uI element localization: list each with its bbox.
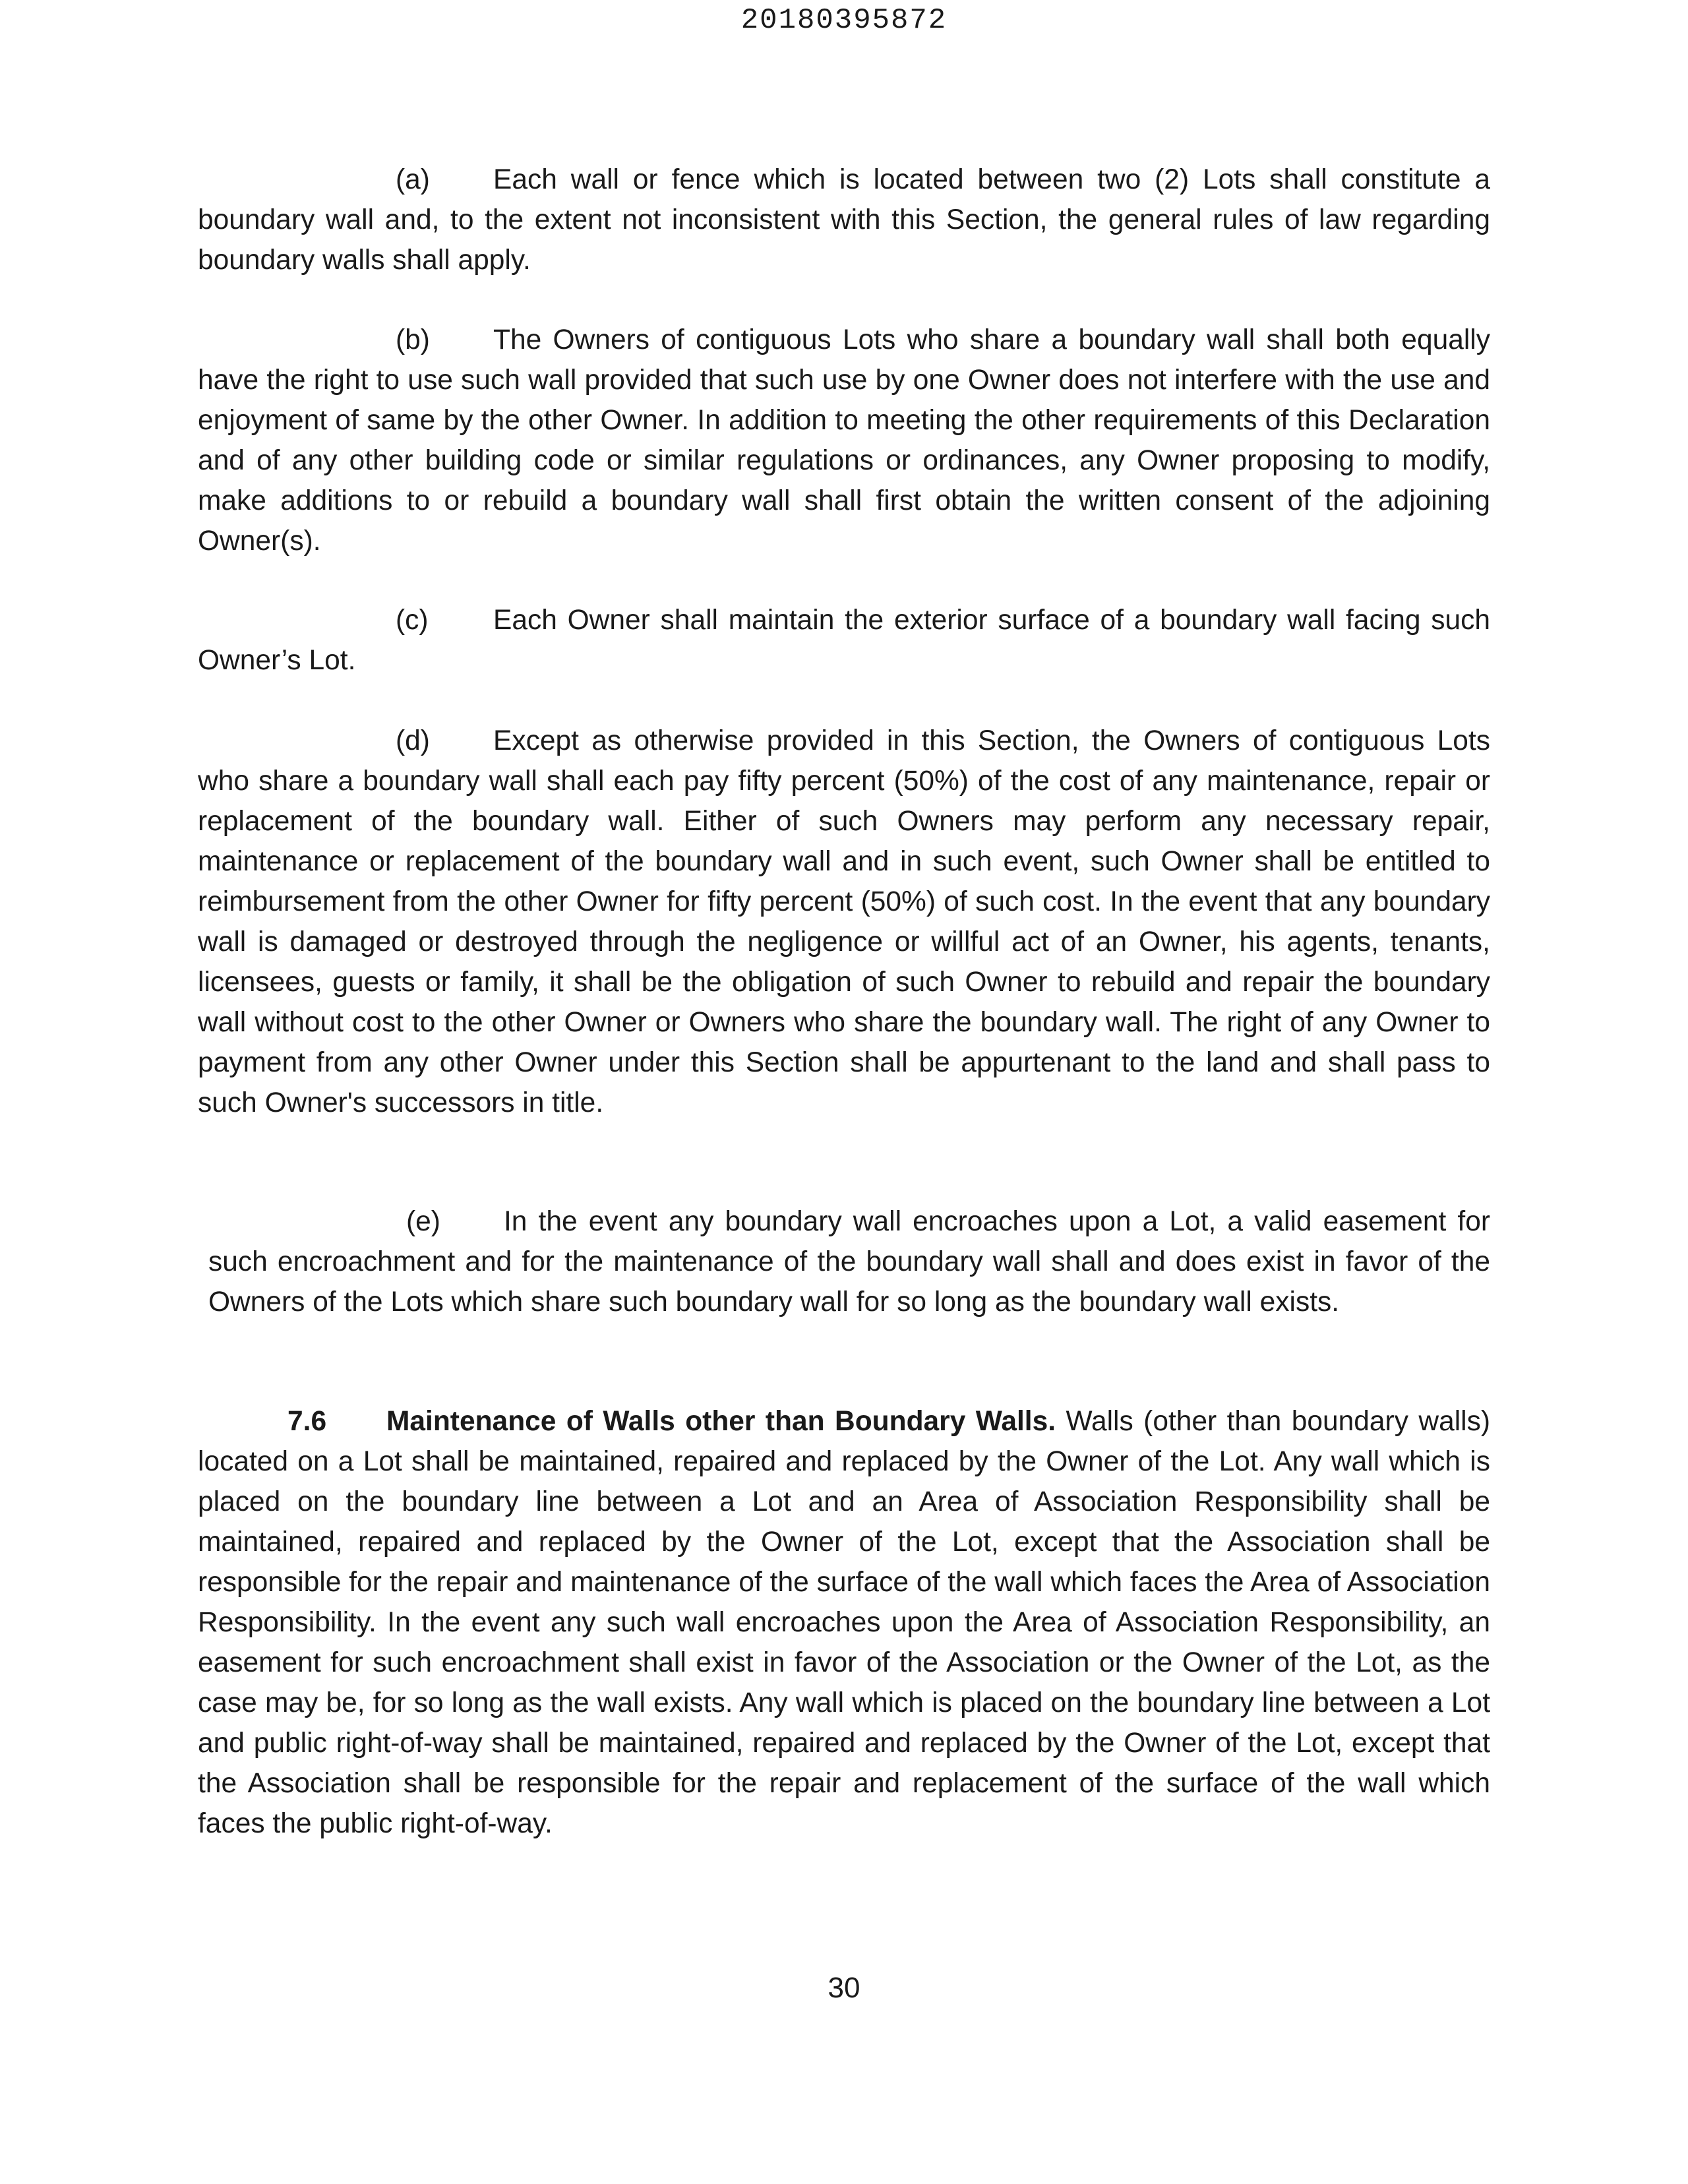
paragraph-c-label: (c) [396, 605, 429, 636]
section-7-6-text: Walls (other than boundary walls) located on a Lot shall be maintained, repaired and replaced by the Owner of the Lot. Any wall which is placed on the boundary line between a Lot and an Area of Association Responsibility shall be maintained, repaired and replaced by the Owner of the Lot, except that the Association shall be responsible for the repair and maintenance of the surface of the wall which faces the Area of Association Responsibility. In the event any such wall encroaches upon the Area of Association Responsibility, an easement for such encroachment shall exist in favor of the Association or the Owner of the Lot, as the case may be, for so long as the wall exists. Any wall which is placed on the boundary line between a Lot and public right-of-way shall be maintained, repaired and replaced by the Owner of the Lot, except that the Association shall be responsible for the repair and replacement of the surface of the wall which faces the public right-of-way. [198, 1406, 1490, 1839]
paragraph-e-label: (e) [406, 1206, 440, 1237]
page-number: 30 [828, 1972, 860, 2004]
paragraph-c-text: Each Owner shall maintain the exterior surface of a boundary wall facing such Owner’s Lot. [198, 605, 1490, 676]
paragraph-e [208, 1201, 1490, 1322]
section-7-6-title: Maintenance of Walls other than Boundary Walls. [386, 1406, 1056, 1437]
section-7-6-number: 7.6 [287, 1406, 327, 1437]
paragraph-d [198, 721, 1490, 1123]
section-7-6 [198, 1401, 1490, 1844]
paragraph-d-text: Except as otherwise provided in this Section, the Owners of contiguous Lots who share a boundary wall shall each pay fifty percent (50%) of the cost of any maintenance, repair or replacement of the boundary wall. Either of such Owners may perform any necessary repair, maintenance or replacement of the boundary wall and in such event, such Owner shall be entitled to reimbursement from the other Owner for fifty percent (50%) of such cost. In the event that any boundary wall is damaged or destroyed through the negligence or willful act of an Owner, his agents, tenants, licensees, guests or family, it shall be the obligation of such Owner to rebuild and repair the boundary wall without cost to the other Owner or Owners who share the boundary wall. The right of any Owner to payment from any other Owner under this Section shall be appurtenant to the land and shall pass to such Owner's successors in title. [198, 725, 1490, 1118]
document-number: 20180395872 [740, 4, 948, 37]
paragraph-c [198, 600, 1490, 681]
paragraph-b-label: (b) [396, 324, 430, 355]
paragraph-d-label: (d) [396, 725, 430, 756]
paragraph-b [198, 320, 1490, 561]
paragraph-a [198, 160, 1490, 280]
paragraph-a-label: (a) [396, 164, 430, 195]
paragraph-e-text: In the event any boundary wall encroaches upon a Lot, a valid easement for such encroachment and for the maintenance of the boundary wall shall and does exist in favor of the Owners of the Lots which share such boundary wall for so long as the boundary wall exists. [208, 1206, 1490, 1318]
paragraph-a-text: Each wall or fence which is located between two (2) Lots shall constitute a boundary wall and, to the extent not inconsistent with this Section, the general rules of law regarding boundary walls shall apply. [198, 164, 1490, 276]
paragraph-b-text: The Owners of contiguous Lots who share a boundary wall shall both equally have the right to use such wall provided that such use by one Owner does not interfere with the use and enjoyment of same by the other Owner. In addition to meeting the other requirements of this Declaration and of any other building code or similar regulations or ordinances, any Owner proposing to modify, make additions to or rebuild a boundary wall shall first obtain the written consent of the adjoining Owner(s). [198, 324, 1490, 557]
